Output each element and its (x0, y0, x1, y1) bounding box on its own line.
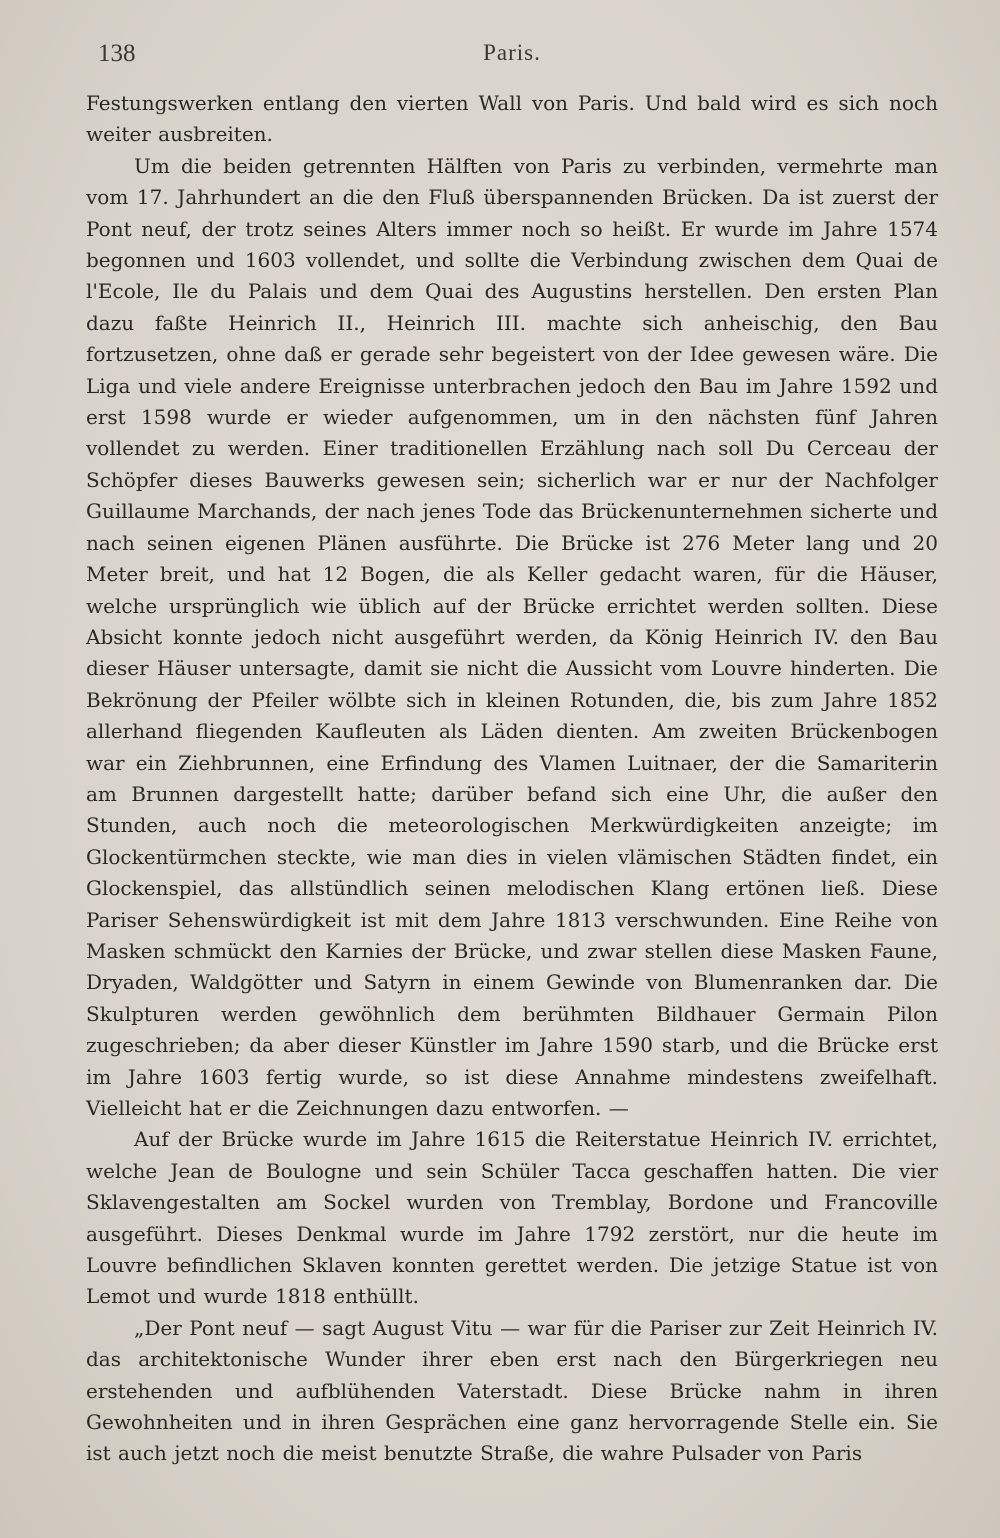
paragraph-pont-neuf: Um die beiden getrennten Hälften von Paris zu verbinden, vermehrte man vom 17. Jahrhundert an die den Fluß überspannenden Brücken. Da ist zuerst der Pont neuf, der trotz seines Alters immer noch so heißt. Er wurde im Jahre 1574 begonnen und 1603 vollendet, und sollte die Verbindung zwischen dem Quai de l'Ecole, Ile du Palais und dem Quai des Augustins herstellen. Den ersten Plan dazu faßte Heinrich II., Heinrich III. machte sich anheischig, den Bau fortzusetzen, ohne daß er gerade sehr begeistert von der Idee gewesen wäre. Die Liga und viele andere Ereignisse unterbrachen jedoch den Bau im Jahre 1592 und erst 1598 wurde er wieder aufgenommen, um in den nächsten fünf Jahren vollendet zu werden. Einer traditionellen Erzählung nach soll Du Cerceau der Schöpfer dieses Bauwerks gewesen sein; sicherlich war er nur der Nachfolger Guillaume Marchands, der nach jenes Tode das Brückenunternehmen sicherte und nach seinen eigenen Plänen ausführte. Die Brücke ist 276 Meter lang und 20 Meter breit, und hat 12 Bogen, die als Keller gedacht waren, für die Häuser, welche ursprünglich wie üblich auf der Brücke errichtet werden sollten. Diese Absicht konnte jedoch nicht ausgeführt werden, da König Heinrich IV. den Bau dieser Häuser untersagte, damit sie nicht die Aussicht vom Louvre hinderten. Die Bekrönung der Pfeiler wölbte sich in kleinen Rotunden, die, bis zum Jahre 1852 allerhand fliegenden Kaufleuten als Läden dienten. Am zweiten Brückenbogen war ein Ziehbrunnen, eine Erfindung des Vlamen Luitnaer, der die Samariterin am Brunnen dargestellt hatte; darüber befand sich eine Uhr, die außer den Stunden, auch noch die meteorologischen Merkwürdigkeiten anzeigte; im Glockentürmchen steckte, wie man dies in vielen vlämischen Städten findet, ein Glockenspiel, das allstündlich seinen melodischen Klang ertönen ließ. Diese Pariser Sehenswürdigkeit ist mit dem Jahre 1813 verschwunden. Eine Reihe von Masken schmückt den Karnies der Brücke, und zwar stellen diese Masken Faune, Dryaden, Waldgötter und Satyrn in einem Gewinde von Blumenranken dar. Die Skulpturen werden gewöhnlich dem berühmten Bildhauer Germain Pilon zugeschrieben; da aber dieser Künstler im Jahre 1590 starb, und die Brücke erst im Jahre 1603 fertig wurde, so ist diese Annahme mindestens zweifelhaft. Vielleicht hat er die Zeichnungen dazu entworfen. — (86, 153, 938, 1120)
running-title: Paris. (483, 40, 541, 65)
paragraph-vitu-quote: „Der Pont neuf — sagt August Vitu — war für die Pariser zur Zeit Heinrich IV. das architektonische Wunder ihrer eben erst nach den Bürgerkriegen neu erstehenden und aufblühenden Vaterstadt. Diese Brücke nahm in ihren Gewohnheiten und in ihren Gesprächen eine ganz hervorragende Stelle ein. Sie ist auch jetzt noch die meist benutzte Straße, die wahre Pulsader von Paris (86, 1315, 938, 1466)
paragraph-reiterstatue: Auf der Brücke wurde im Jahre 1615 die Reiterstatue Heinrich IV. errichtet, welche Jean de Boulogne und sein Schüler Tacca geschaffen hatten. Die vier Sklavengestalten am Sockel wurden von Tremblay, Bordone und Francoville ausgeführt. Dieses Denkmal wurde im Jahre 1792 zerstört, nur die heute im Louvre befindlichen Sklaven konnten gerettet werden. Die jetzige Statue ist von Lemot und wurde 1818 enthüllt. (86, 1127, 938, 1309)
paragraph-continuation: Festungswerken entlang den vierten Wall von Paris. Und bald wird es sich noch weiter ausbreiten. (86, 91, 938, 147)
page-number: 138 (98, 40, 136, 67)
page-header (86, 36, 938, 76)
body-text (86, 88, 938, 1470)
